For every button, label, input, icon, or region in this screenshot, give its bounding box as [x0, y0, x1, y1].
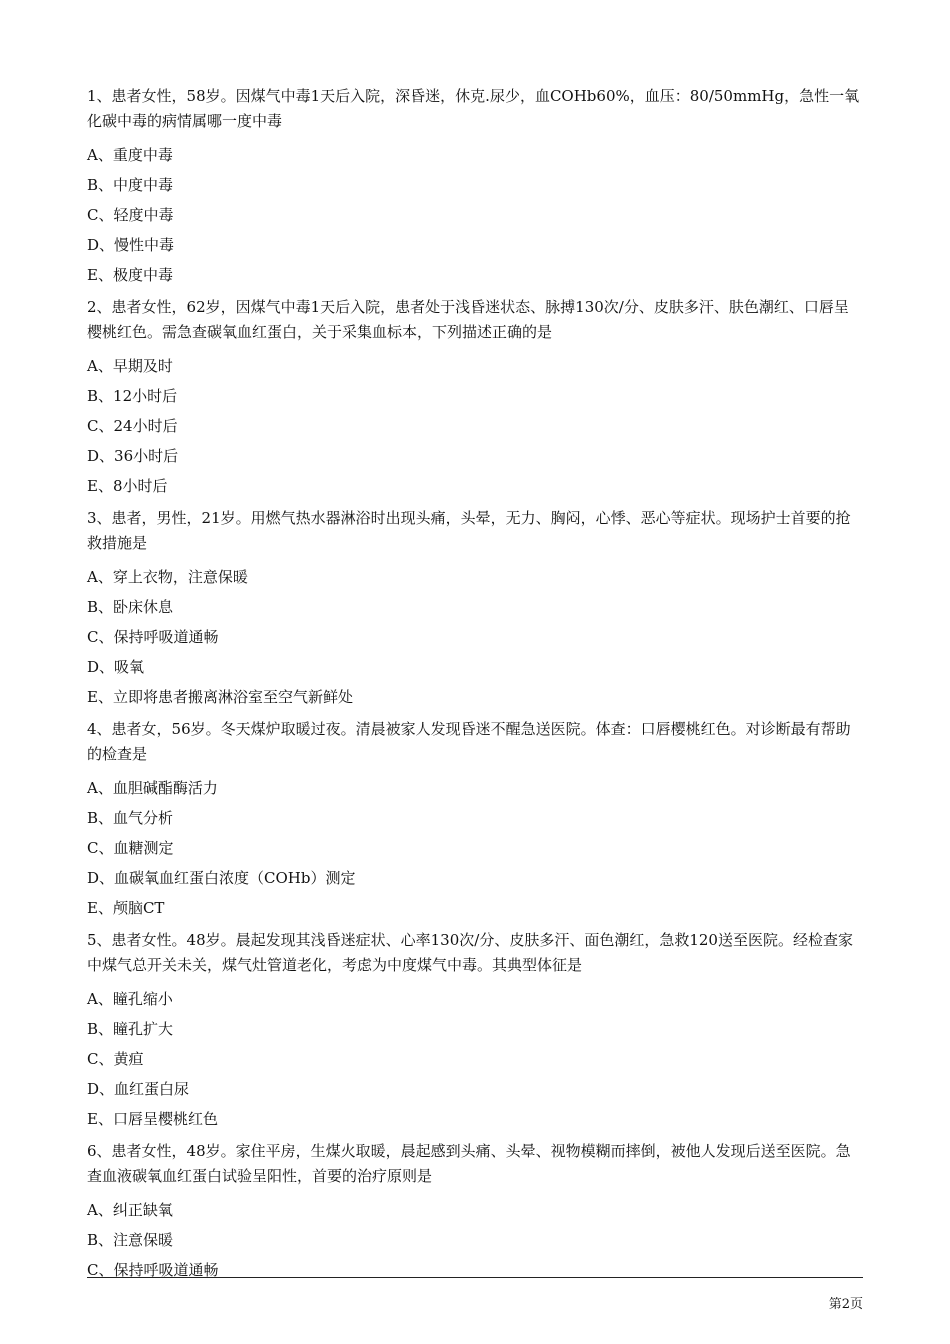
option-a: A、重度中毒 — [87, 146, 173, 164]
option-c: C、24小时后 — [87, 417, 178, 435]
question-stem: 3、患者，男性，21岁。用燃气热水器淋浴时出现头痛，头晕，无力、胸闷，心悸、恶心等症状。现场护士首要的抢救措施是 — [87, 509, 851, 552]
option-b: B、注意保暖 — [87, 1231, 174, 1249]
option-c: C、黄疸 — [87, 1050, 144, 1068]
option-c: C、血糖测定 — [87, 839, 174, 857]
option-a: A、纠正缺氧 — [87, 1201, 173, 1219]
option-a: A、血胆碱酯酶活力 — [87, 779, 218, 797]
option-b: B、血气分析 — [87, 809, 174, 827]
option-c: C、保持呼吸道通畅 — [87, 1261, 219, 1279]
option-e: E、立即将患者搬离淋浴室至空气新鲜处 — [87, 688, 353, 706]
option-b: B、12小时后 — [87, 387, 178, 405]
option-d: D、血碳氧血红蛋白浓度（COHb）测定 — [87, 869, 356, 887]
option-c: C、保持呼吸道通畅 — [87, 628, 219, 646]
option-d: D、36小时后 — [87, 447, 179, 465]
option-e: E、8小时后 — [87, 477, 168, 495]
option-a: A、穿上衣物，注意保暖 — [87, 568, 248, 586]
question-stem: 4、患者女，56岁。冬天煤炉取暖过夜。清晨被家人发现昏迷不醒急送医院。体查：口唇樱桃红色。对诊断最有帮助的检查是 — [87, 720, 851, 763]
option-e: E、口唇呈樱桃红色 — [87, 1110, 218, 1128]
option-e: E、颅脑CT — [87, 899, 165, 917]
option-d: D、吸氧 — [87, 658, 145, 676]
option-d: D、慢性中毒 — [87, 236, 175, 254]
option-a: A、早期及时 — [87, 357, 173, 375]
option-b: B、瞳孔扩大 — [87, 1020, 174, 1038]
question-stem: 1、患者女性，58岁。因煤气中毒1天后入院，深昏迷，休克.尿少，血COHb60%，血压：80/50mmHg，急性一氧化碳中毒的病情属哪一度中毒 — [87, 87, 860, 130]
question-3 — [87, 506, 863, 705]
option-c: C、轻度中毒 — [87, 206, 174, 224]
footer-divider — [87, 1277, 863, 1278]
option-b: B、卧床休息 — [87, 598, 174, 616]
question-stem: 2、患者女性，62岁，因煤气中毒1天后入院，患者处于浅昏迷状态、脉搏130次/分、皮肤多汗、肤色潮红、口唇呈樱桃红色。需急查碳氧血红蛋白，关于采集血标本，下列描述正确的是 — [87, 298, 849, 341]
question-stem: 5、患者女性。48岁。晨起发现其浅昏迷症状、心率130次/分、皮肤多汗、面色潮红，急救120送至医院。经检查家中煤气总开关未关，煤气灶管道老化，考虑为中度煤气中毒。其典型体征是 — [87, 931, 853, 974]
question-4 — [87, 717, 863, 916]
question-6 — [87, 1139, 863, 1278]
option-e: E、极度中毒 — [87, 266, 173, 284]
question-list — [87, 84, 863, 1278]
question-stem: 6、患者女性，48岁。家住平房，生煤火取暖，晨起感到头痛、头晕、视物模糊而摔倒，被他人发现后送至医院。急查血液碳氧血红蛋白试验呈阳性，首要的治疗原则是 — [87, 1142, 851, 1185]
question-5 — [87, 928, 863, 1127]
question-1 — [87, 84, 863, 283]
page-number: 第2页 — [828, 1297, 863, 1312]
option-d: D、血红蛋白尿 — [87, 1080, 190, 1098]
option-b: B、中度中毒 — [87, 176, 174, 194]
question-2 — [87, 295, 863, 494]
option-a: A、瞳孔缩小 — [87, 990, 173, 1008]
